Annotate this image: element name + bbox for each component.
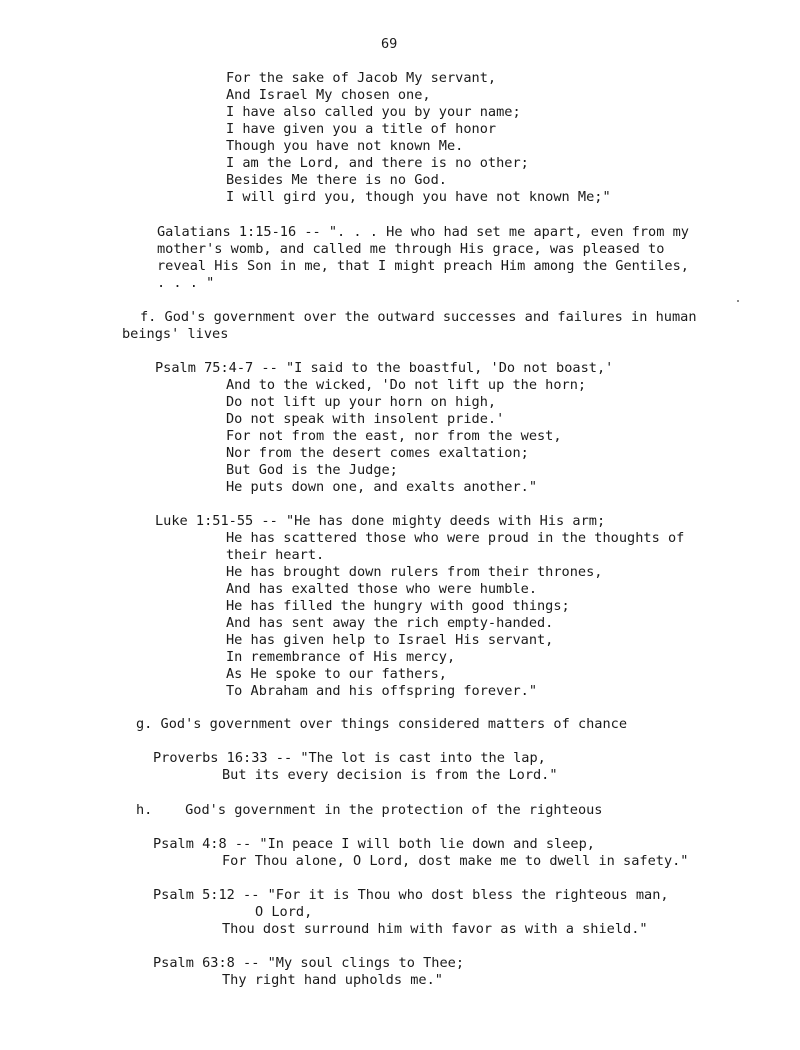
- text-line: Thou dost surround him with favor as with a shield.": [222, 921, 648, 937]
- text-line: He puts down one, and exalts another.": [226, 479, 537, 495]
- text-line: O Lord,: [255, 904, 313, 920]
- text-line: Proverbs 16:33 -- "The lot is cast into the lap,: [153, 750, 546, 766]
- text-line: g. God's government over things considered matters of chance: [136, 716, 628, 732]
- text-line: h. God's government in the protection of the righteous: [136, 802, 603, 818]
- text-line: As He spoke to our fathers,: [226, 666, 447, 682]
- text-line: reveal His Son in me, that I might preach Him among the Gentiles,: [157, 258, 689, 274]
- text-line: . . . ": [157, 275, 215, 291]
- text-line: And to the wicked, 'Do not lift up the horn;: [226, 377, 587, 393]
- text-line: Psalm 63:8 -- "My soul clings to Thee;: [153, 955, 464, 971]
- text-line: I am the Lord, and there is no other;: [226, 155, 529, 171]
- text-line: Psalm 5:12 -- "For it is Thou who dost bless the righteous man,: [153, 887, 669, 903]
- text-line: Psalm 75:4-7 -- "I said to the boastful, 'Do not boast,': [155, 360, 614, 376]
- text-line: I have given you a title of honor: [226, 121, 497, 137]
- text-line: Luke 1:51-55 -- "He has done mighty deeds with His arm;: [155, 513, 606, 529]
- text-line: But its every decision is from the Lord.": [222, 767, 558, 783]
- text-line: Do not speak with insolent pride.': [226, 411, 505, 427]
- text-line: He has scattered those who were proud in the thoughts of: [226, 530, 685, 546]
- text-line: For the sake of Jacob My servant,: [226, 70, 497, 86]
- text-line: Though you have not known Me.: [226, 138, 464, 154]
- text-line: I will gird you, though you have not known Me;": [226, 189, 611, 205]
- text-line: Psalm 4:8 -- "In peace I will both lie down and sleep,: [153, 836, 595, 852]
- text-line: And has exalted those who were humble.: [226, 581, 537, 597]
- text-line: Nor from the desert comes exaltation;: [226, 445, 529, 461]
- text-line: I have also called you by your name;: [226, 104, 521, 120]
- text-line: Besides Me there is no God.: [226, 172, 447, 188]
- text-line: For not from the east, nor from the west,: [226, 428, 562, 444]
- page-number: 69: [381, 36, 398, 52]
- text-line: f. God's government over the outward successes and failures in human: [140, 309, 697, 325]
- text-line: Thy right hand upholds me.": [222, 972, 443, 988]
- text-line: their heart.: [226, 547, 325, 563]
- text-line: And Israel My chosen one,: [226, 87, 431, 103]
- text-line: And has sent away the rich empty-handed.: [226, 615, 554, 631]
- text-line: Do not lift up your horn on high,: [226, 394, 497, 410]
- text-line: mother's womb, and called me through His grace, was pleased to: [157, 241, 665, 257]
- text-line: beings' lives: [122, 326, 229, 342]
- text-line: To Abraham and his offspring forever.": [226, 683, 537, 699]
- text-line: Galatians 1:15-16 -- ". . . He who had set me apart, even from my: [157, 224, 689, 240]
- scan-speck: [737, 300, 739, 302]
- text-line: He has given help to Israel His servant,: [226, 632, 554, 648]
- text-line: For Thou alone, O Lord, dost make me to dwell in safety.": [222, 853, 689, 869]
- text-line: He has brought down rulers from their thrones,: [226, 564, 603, 580]
- text-line: He has filled the hungry with good things;: [226, 598, 570, 614]
- text-line: In remembrance of His mercy,: [226, 649, 456, 665]
- text-line: But God is the Judge;: [226, 462, 398, 478]
